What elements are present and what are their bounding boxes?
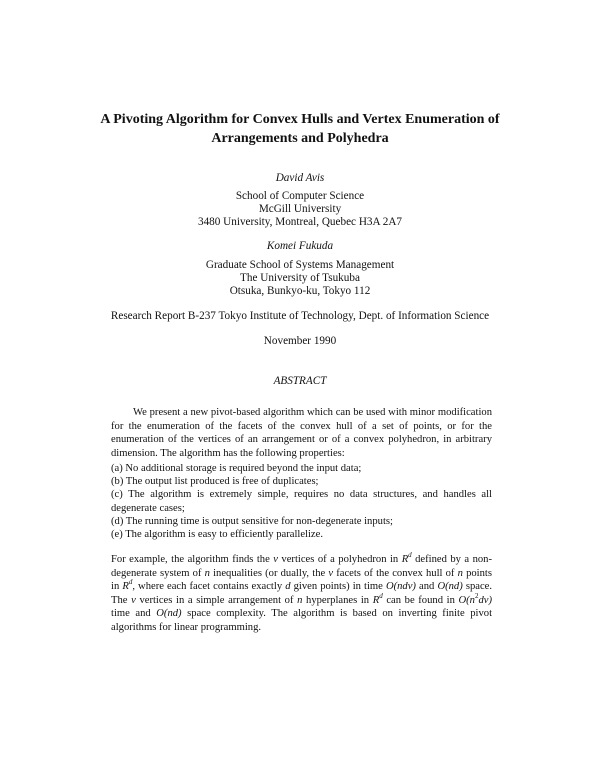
- author-2-name: Komei Fukuda: [266, 240, 334, 252]
- title-line-2: Arrangements and Polyhedra: [211, 131, 389, 146]
- paper-title: [60, 110, 540, 148]
- abstract-intro-paragraph: We present a new pivot-based algorithm which can be used with minor modification for the enumeration of the facets of the convex hull of a set of points, or for the enumeration of the vertices of an arrangement or of a convex polyhedron, in arbitrary dimension. The algorithm has the following properties:: [111, 407, 492, 459]
- author-1-affiliation-2: McGill University: [258, 203, 342, 215]
- author-1-name: David Avis: [275, 172, 325, 184]
- author-1-address: 3480 University, Montreal, Quebec H3A 2A7: [197, 216, 403, 228]
- property-d: (d) The running time is output sensitive for non-degenerate inputs;: [111, 516, 393, 527]
- report-line: Research Report B-237 Tokyo Institute of Technology, Dept. of Information Science: [110, 310, 490, 322]
- property-a: (a) No additional storage is required beyond the input data;: [111, 463, 362, 474]
- example-paragraph: For example, the algorithm finds the v vertices of a polyhedron in $R^d$ defined by a non-degenerate system of n inequalities (or dually, the v facets of the convex hull of n points in $R^d$, where each facet contains exactly d given points) in time O(ndv) and O(nd) space. The v vertices in a simple arrangement of n hyperplanes in $R^d$ can be found in $O(n^2dv)$ time and O(nd) space complexity. The algorithm is based on inverting finite pivot algorithms for linear programming.: [111, 551, 493, 633]
- author-2-address: Otsuka, Bunkyo-ku, Tokyo 112: [229, 285, 371, 297]
- title-line-1: A Pivoting Algorithm for Convex Hulls and Vertex Enumeration of: [100, 112, 500, 127]
- date-line: November 1990: [263, 335, 337, 347]
- property-e: (e) The algorithm is easy to efficiently parallelize.: [111, 529, 323, 540]
- author-1-affiliation-1: School of Computer Science: [235, 190, 365, 202]
- property-b: (b) The output list produced is free of duplicates;: [111, 476, 319, 487]
- author-2-affiliation-2: The University of Tsukuba: [240, 272, 360, 284]
- abstract-heading: ABSTRACT: [273, 375, 327, 387]
- author-2-affiliation-1: Graduate School of Systems Management: [205, 259, 395, 271]
- property-c: (c) The algorithm is extremely simple, requires no data structures, and handles all degenerate cases;: [111, 489, 492, 514]
